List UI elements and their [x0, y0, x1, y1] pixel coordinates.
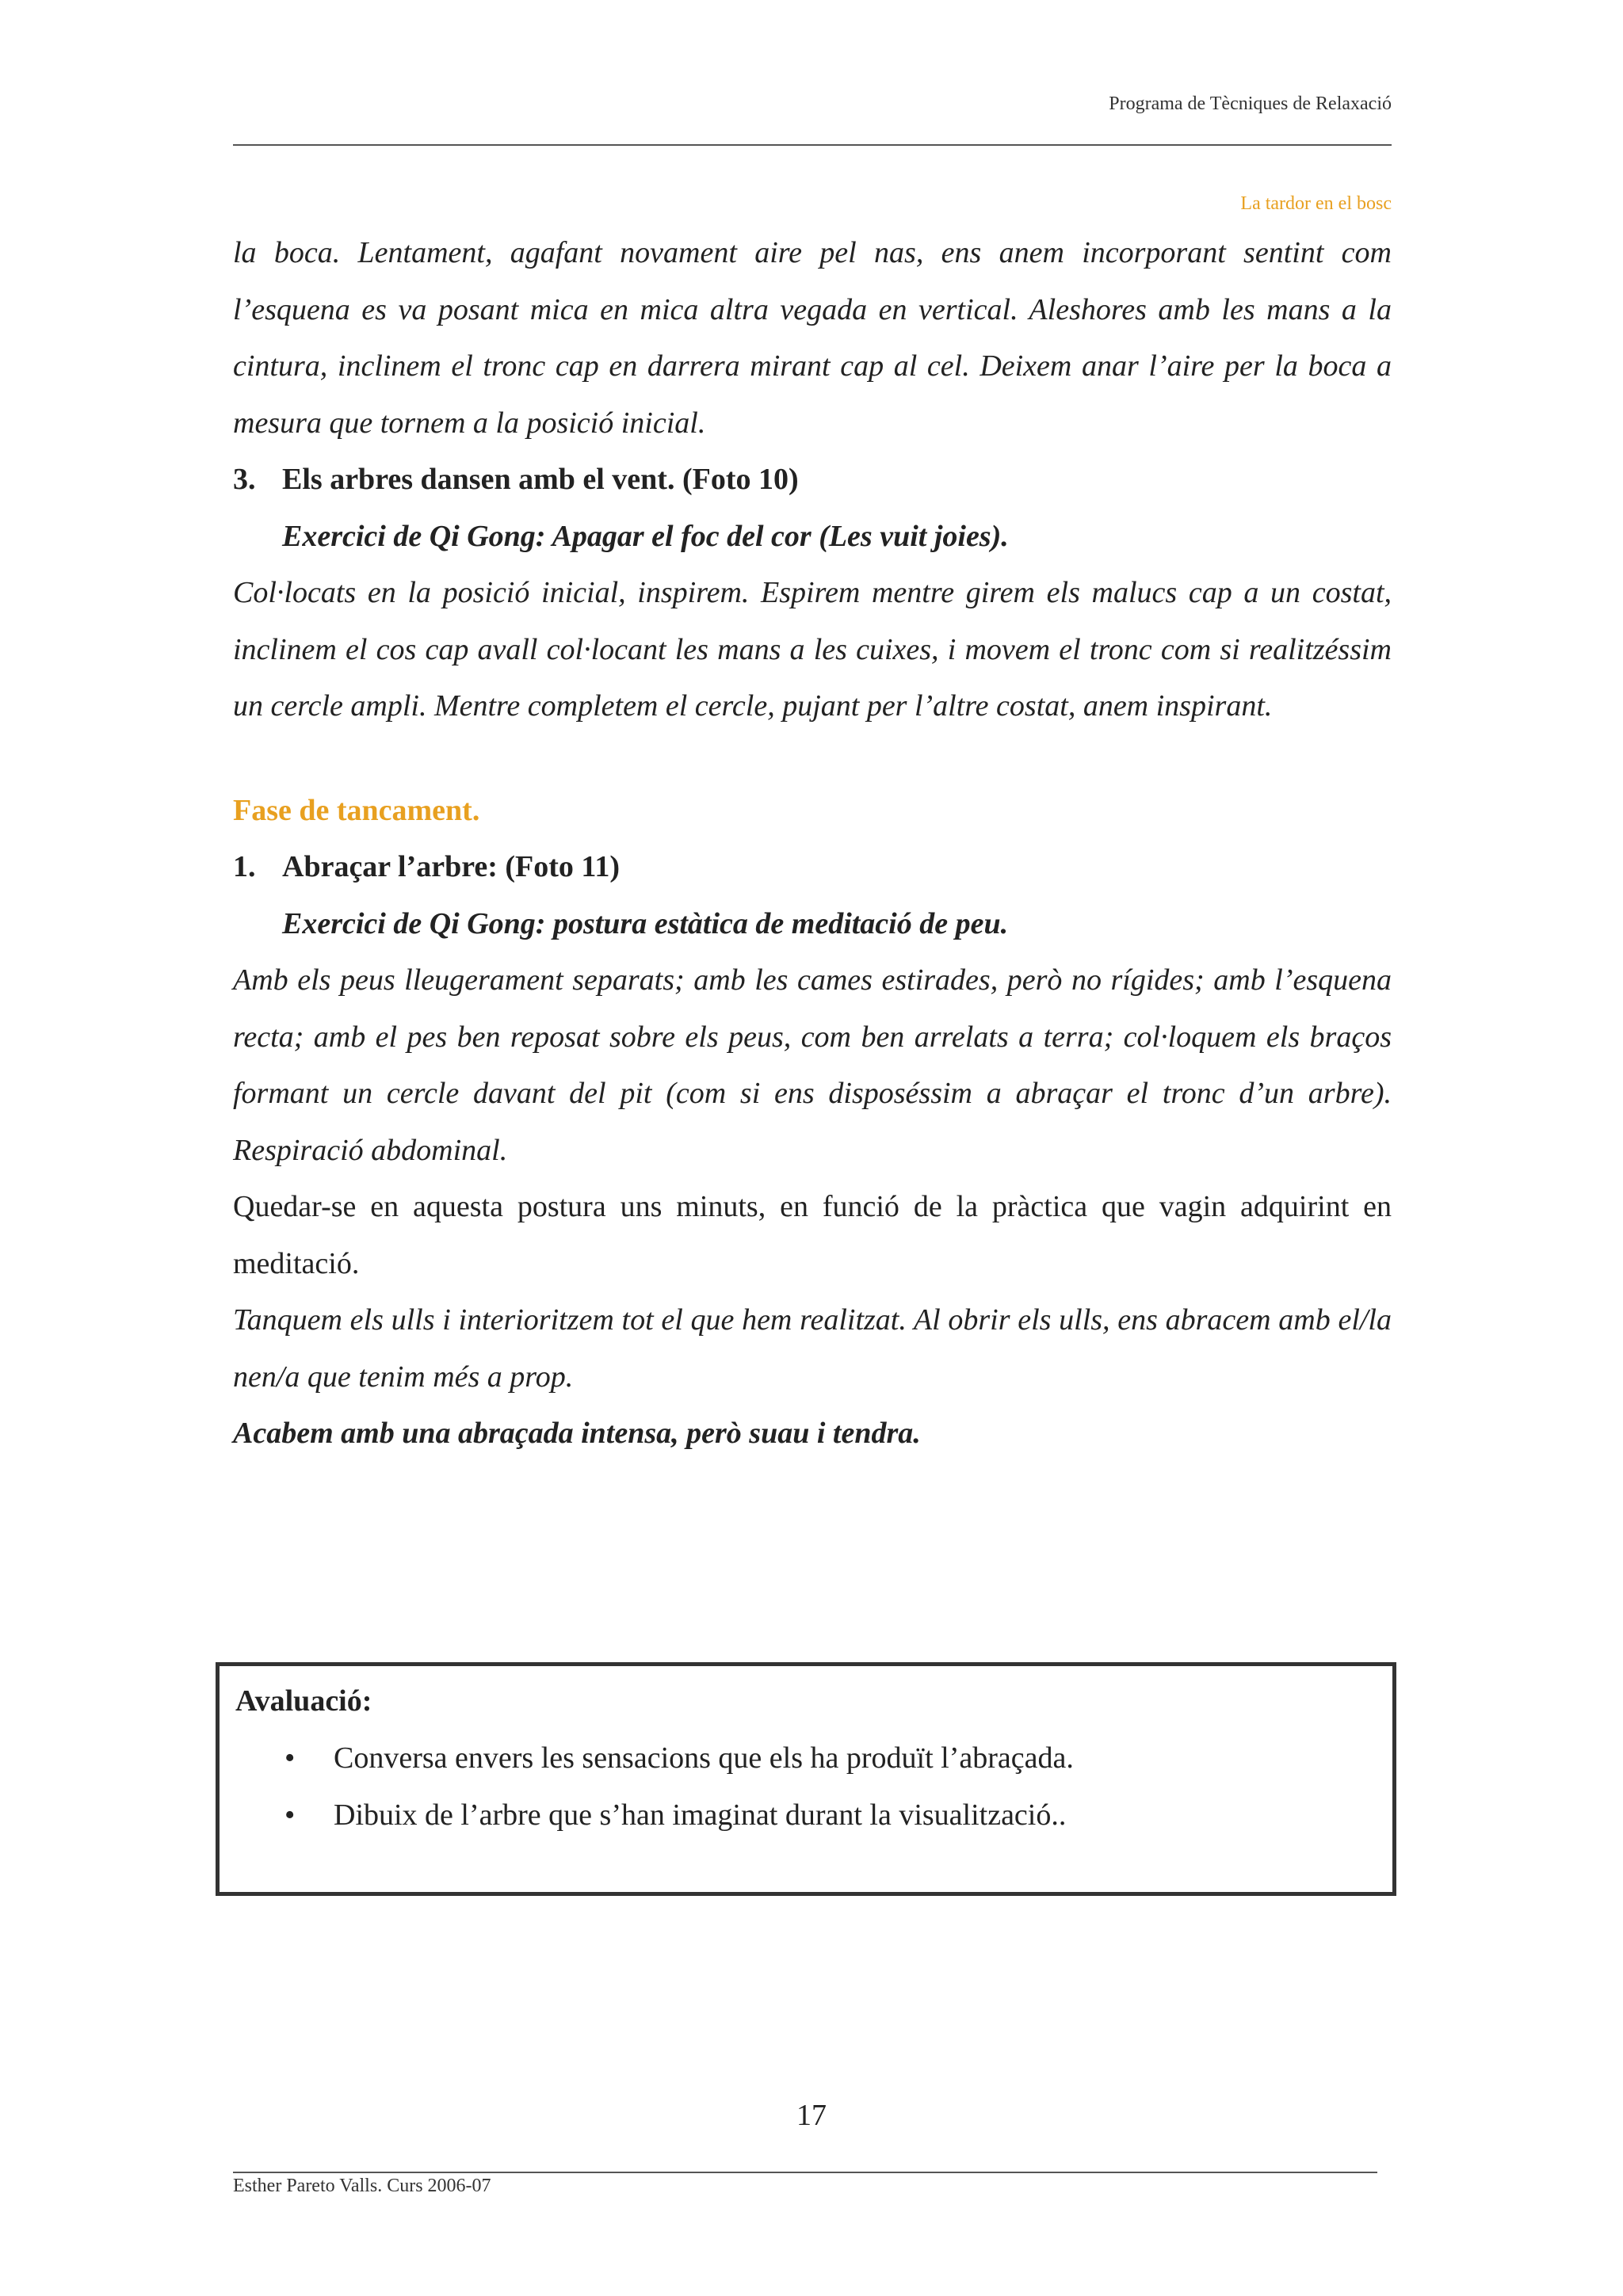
header-divider [233, 144, 1392, 146]
intro-paragraph: la boca. Lentament, agafant novament aire pel nas, ens anem incorporant sentint com l’esquena es va posant mica en mica altra vegada en vertical. Aleshores amb les mans a la cintura, inclinem el tronc cap en darrera mirant cap al cel. Deixem anar l’aire per la boca a mesura que tornem a la posició inicial. [233, 236, 1392, 440]
closing-phase-title: Fase de tancament. [233, 793, 480, 827]
closing-item-1-note: Quedar-se en aquesta postura uns minuts, en funció de la pràctica que vagin adquirint en meditació. [233, 1190, 1392, 1280]
evaluation-item [235, 1730, 1392, 1787]
closing-item-1-closing-text: Tanquem els ulls i interioritzem tot el que hem realitzat. Al obrir els ulls, ens abracem amb el/la nen/a que tenim més a prop. [233, 1303, 1392, 1394]
evaluation-item-text: Conversa envers les sensacions que els ha produït l’abraçada. [334, 1741, 1074, 1775]
evaluation-box [216, 1662, 1396, 1896]
closing-item-1-description: Amb els peus lleugerament separats; amb les cames estirades, però no rígides; amb l’esquena recta; amb el pes ben reposat sobre els peus, com ben arrelats a terra; col·loquem els braços formant un cercle davant del pit (com si ens disposéssim a abraçar el tronc d’un arbre). Respiració abdominal. [233, 963, 1392, 1167]
header-title: Programa de Tècniques de Relaxació [1109, 93, 1392, 114]
closing-item-1-final-text: Acabem amb una abraçada intensa, però suau i tendra. [233, 1417, 921, 1450]
closing-item-1-exercise: Exercici de Qi Gong: postura estàtica de meditació de peu. [282, 906, 1009, 940]
page-number: 17 [796, 2099, 827, 2132]
item-3-description: Col·locats en la posició inicial, inspirem. Espirem mentre girem els malucs cap a un costat, inclinem el cos cap avall col·locant les mans a les cuixes, i movem el tronc com si realitzéssim un cercle ampli. Mentre completem el cercle, pujant per l’altre costat, anem inspirant. [233, 576, 1392, 723]
footer-author: Esther Pareto Valls. Curs 2006-07 [233, 2176, 491, 2196]
evaluation-list [235, 1730, 1392, 1844]
item-3-title: Els arbres dansen amb el vent. (Foto 10) [282, 463, 799, 496]
evaluation-item-text: Dibuix de l’arbre que s’han imaginat durant la visualització.. [334, 1798, 1067, 1832]
main-content [233, 225, 1392, 1463]
section-tag: La tardor en el bosc [1240, 193, 1392, 214]
bullet-icon: • [285, 1741, 296, 1775]
item-3-number: 3. [233, 463, 256, 496]
evaluation-item [235, 1787, 1392, 1844]
item-3-heading [233, 452, 1392, 509]
item-3-exercise: Exercici de Qi Gong: Apagar el foc del cor (Les vuit joies). [282, 519, 1009, 553]
closing-item-1-number: 1. [233, 850, 256, 883]
closing-item-1-heading [233, 839, 1392, 896]
footer-divider [233, 2172, 1377, 2173]
evaluation-title: Avaluació: [235, 1684, 372, 1718]
bullet-icon: • [285, 1798, 296, 1832]
section-spacer [233, 735, 1392, 783]
closing-item-1-title: Abraçar l’arbre: (Foto 11) [282, 850, 620, 883]
